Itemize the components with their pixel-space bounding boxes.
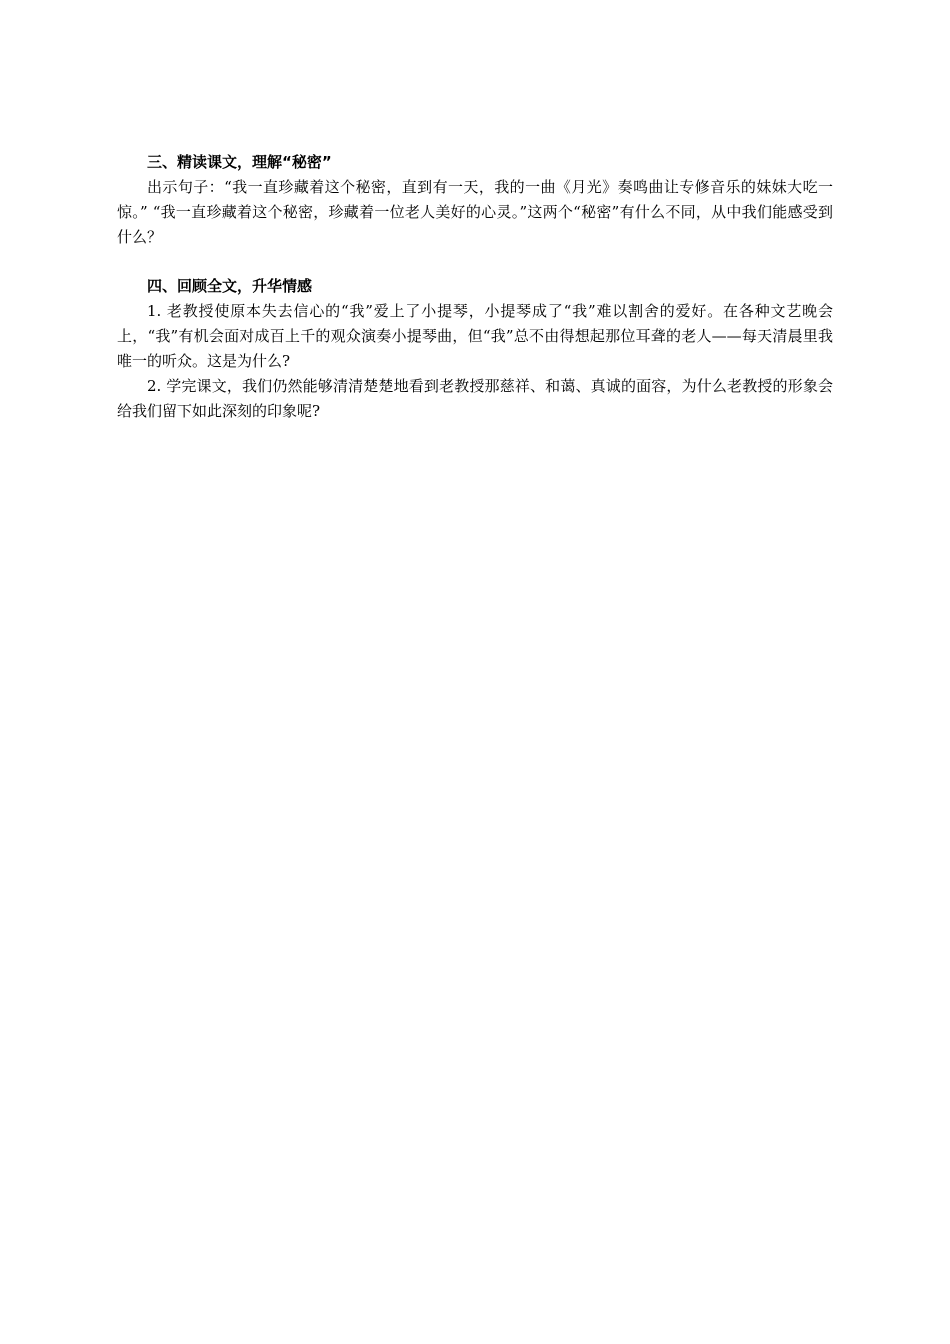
section-4-item-1: 1. 老教授使原本失去信心的“我”爱上了小提琴，小提琴成了“我”难以割舍的爱好。在各种文艺晚会上，“我”有机会面对成百上千的观众演奏小提琴曲，但“我”总不由得想起那位耳聋的老人——每天清晨里我唯一的听众。这是为什么? xyxy=(117,302,833,370)
section-3-heading: 三、精读课文，理解“秘密” xyxy=(147,153,332,171)
section-4-heading: 四、回顾全文，升华情感 xyxy=(147,277,313,295)
section-4-item-2: 2. 学完课文，我们仍然能够清清楚楚地看到老教授那慈祥、和蔼、真诚的面容，为什么老教授的形象会给我们留下如此深刻的印象呢? xyxy=(117,377,833,420)
document-body xyxy=(117,150,833,424)
section-3-paragraph: 出示句子：“我一直珍藏着这个秘密，直到有一天，我的一曲《月光》奏鸣曲让专修音乐的妹妹大吃一惊。” “我一直珍藏着这个秘密，珍藏着一位老人美好的心灵。”这两个“秘密”有什么不同，从中我们能感受到什么？ xyxy=(117,178,833,246)
section-spacer xyxy=(117,250,833,274)
